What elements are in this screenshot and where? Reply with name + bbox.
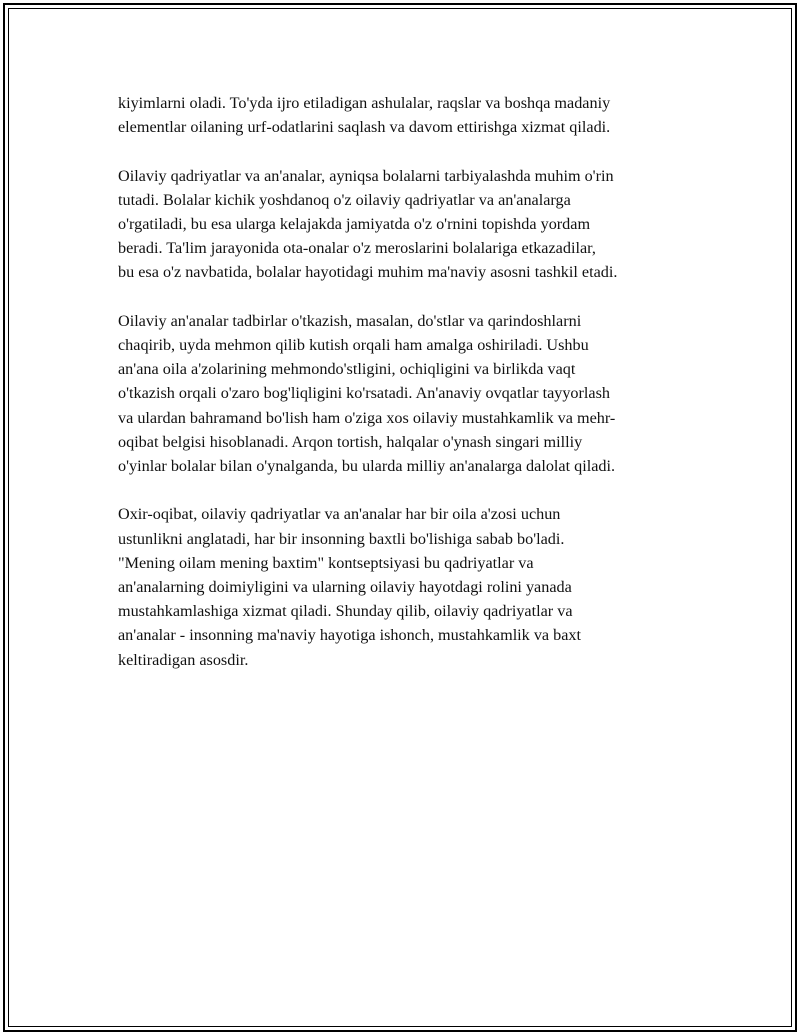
text-line: an'ana oila a'zolarining mehmondo'stligini, ochiqligini va birlikda vaqt <box>118 360 576 379</box>
text-line: oqibat belgisi hisoblanadi. Arqon tortish, halqalar o'ynash singari milliy <box>118 432 583 451</box>
paragraph-4 <box>118 502 698 671</box>
text-line: bu esa o'z navbatida, bolalar hayotidagi muhim ma'naviy asosni tashkil etadi. <box>118 263 618 282</box>
text-line: beradi. Ta'lim jarayonida ota-onalar o'z meroslarini bolalariga etkazadilar, <box>118 239 596 258</box>
text-line: an'analarning doimiyligini va ularning oilaviy hayotdagi rolini yanada <box>118 578 572 597</box>
text-line: Oilaviy an'analar tadbirlar o'tkazish, masalan, do'stlar va qarindoshlarni <box>118 311 582 330</box>
text-line: Oilaviy qadriyatlar va an'analar, ayniqsa bolalarni tarbiyalashda muhim o'rin <box>118 166 614 185</box>
text-line: kiyimlarni oladi. To'yda ijro etiladigan ashulalar, raqslar va boshqa madaniy <box>118 94 611 112</box>
text-line: tutadi. Bolalar kichik yoshdanoq o'z oilaviy qadriyatlar va an'analarga <box>118 190 571 209</box>
text-line: chaqirib, uyda mehmon qilib kutish orqali ham amalga oshiriladi. Ushbu <box>118 336 589 354</box>
text-line: Oxir-oqibat, oilaviy qadriyatlar va an'analar har bir oila a'zosi uchun <box>118 505 561 524</box>
text-line: mustahkamlashiga xizmat qiladi. Shunday qilib, oilaviy qadriyatlar va <box>118 602 573 621</box>
text-line: keltiradigan asosdir. <box>118 650 249 669</box>
text-line: an'analar - insonning ma'naviy hayotiga ishonch, mustahkamlik va baxt <box>118 626 582 645</box>
text-line: ustunlikni anglatadi, har bir insonning baxtli bo'lishiga sabab bo'ladi. <box>118 529 565 548</box>
text-line: va ulardan bahramand bo'lish ham o'ziga xos oilaviy mustahkamlik va mehr- <box>118 408 616 427</box>
paragraph-2 <box>118 164 698 285</box>
text-line: "Mening oilam mening baxtim" kontseptsiyasi bu qadriyatlar va <box>118 553 534 572</box>
paragraph-1 <box>118 91 698 139</box>
text-line: o'tkazish orqali o'zaro bog'liqligini ko'rsatadi. An'anaviy ovqatlar tayyorlash <box>118 384 610 403</box>
text-line: o'rgatiladi, bu esa ularga kelajakda jamiyatda o'z o'rnini topishda yordam <box>118 215 591 233</box>
document-body <box>118 91 698 696</box>
text-line: o'yinlar bolalar bilan o'ynalganda, bu ularda milliy an'analarga dalolat qiladi. <box>118 457 616 476</box>
paragraph-3 <box>118 309 698 478</box>
text-line: elementlar oilaning urf-odatlarini saqlash va davom ettirishga xizmat qiladi. <box>118 118 611 137</box>
